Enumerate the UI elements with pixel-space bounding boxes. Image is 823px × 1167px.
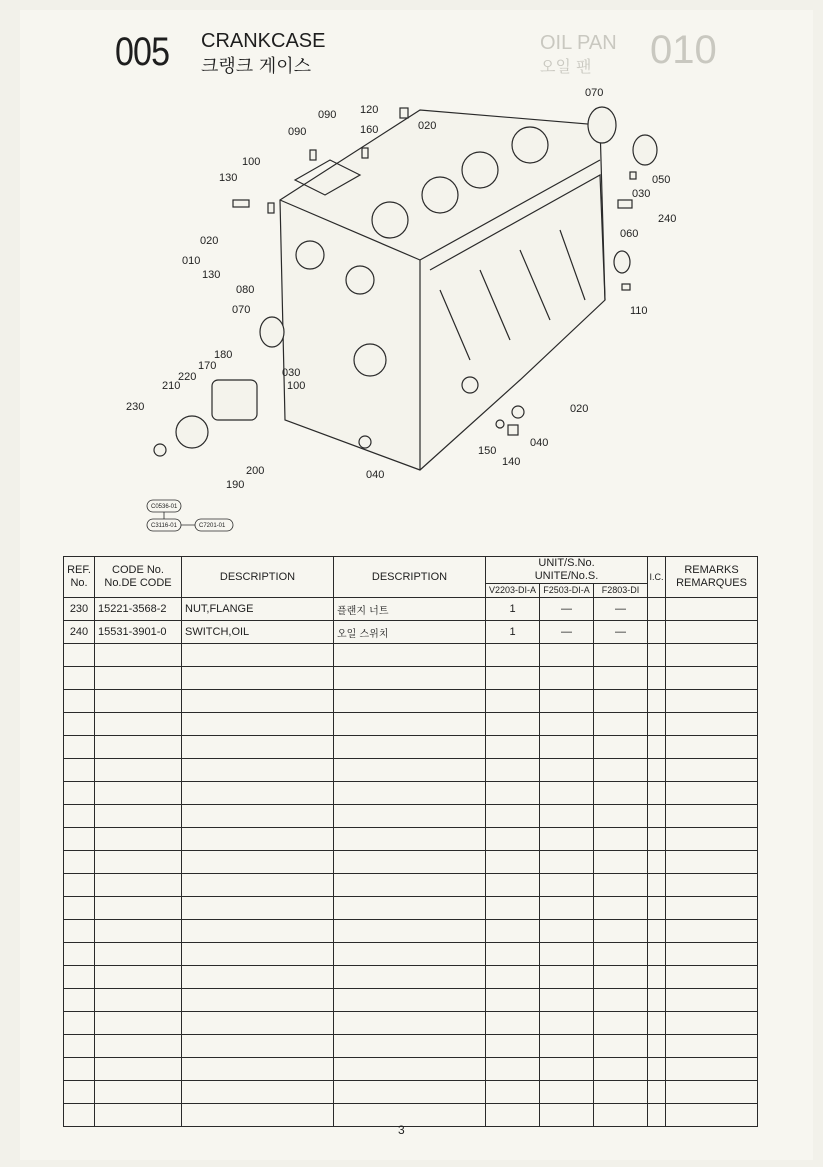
empty-cell (594, 943, 648, 966)
svg-text:060: 060 (620, 228, 639, 240)
svg-text:070: 070 (585, 87, 604, 99)
empty-cell (648, 805, 666, 828)
empty-cell (486, 736, 540, 759)
empty-cell (540, 782, 594, 805)
crankcase-body (280, 110, 605, 470)
col-header-desc-en (182, 557, 334, 598)
empty-cell (182, 805, 334, 828)
empty-cell (95, 874, 182, 897)
empty-cell (64, 805, 95, 828)
empty-cell (666, 897, 758, 920)
empty-table-row (64, 1012, 758, 1035)
empty-cell (182, 1058, 334, 1081)
empty-cell (666, 690, 758, 713)
empty-cell (648, 851, 666, 874)
empty-cell (648, 920, 666, 943)
section-number: 005 (115, 30, 170, 74)
svg-text:100: 100 (287, 380, 306, 392)
empty-cell (648, 1081, 666, 1104)
empty-cell (182, 713, 334, 736)
empty-cell (594, 1104, 648, 1127)
empty-cell (486, 943, 540, 966)
cell-desc-en: SWITCH,OIL (182, 621, 334, 644)
col-header-ic (648, 557, 666, 598)
empty-table-row (64, 1058, 758, 1081)
empty-cell (648, 759, 666, 782)
empty-table-row (64, 644, 758, 667)
bleed-title-en: OIL PAN (540, 32, 617, 54)
empty-cell (95, 943, 182, 966)
svg-text:C3116-01: C3116-01 (151, 523, 177, 529)
cell-qty-3: — (594, 598, 648, 621)
empty-cell (95, 1081, 182, 1104)
empty-cell (666, 736, 758, 759)
section-title-en: CRANKCASE (201, 30, 326, 52)
empty-cell (666, 943, 758, 966)
svg-text:240: 240 (658, 213, 677, 225)
empty-cell (64, 897, 95, 920)
empty-table-row (64, 874, 758, 897)
empty-cell (648, 782, 666, 805)
empty-cell (594, 782, 648, 805)
empty-cell (334, 828, 486, 851)
empty-cell (648, 644, 666, 667)
empty-cell (64, 874, 95, 897)
empty-cell (666, 920, 758, 943)
empty-cell (594, 828, 648, 851)
empty-cell (666, 1081, 758, 1104)
empty-cell (594, 966, 648, 989)
exploded-parts-diagram (0, 0, 823, 550)
empty-cell (486, 851, 540, 874)
empty-cell (486, 1035, 540, 1058)
empty-cell (486, 782, 540, 805)
empty-cell (666, 966, 758, 989)
empty-cell (182, 736, 334, 759)
empty-cell (486, 759, 540, 782)
empty-table-row (64, 966, 758, 989)
svg-text:010: 010 (182, 255, 201, 267)
empty-cell (594, 1012, 648, 1035)
empty-cell (64, 828, 95, 851)
empty-cell (486, 874, 540, 897)
empty-cell (666, 874, 758, 897)
empty-table-row (64, 713, 758, 736)
empty-cell (648, 1012, 666, 1035)
empty-cell (182, 759, 334, 782)
empty-cell (666, 782, 758, 805)
bleed-section-number: 010 (650, 28, 717, 72)
svg-text:040: 040 (366, 469, 385, 481)
empty-cell (95, 1058, 182, 1081)
empty-cell (95, 966, 182, 989)
svg-text:110: 110 (630, 305, 648, 317)
empty-cell (648, 1035, 666, 1058)
empty-cell (540, 943, 594, 966)
empty-cell (666, 713, 758, 736)
empty-cell (64, 1012, 95, 1035)
cell-desc-en: NUT,FLANGE (182, 598, 334, 621)
svg-text:050: 050 (652, 174, 671, 186)
empty-cell (594, 690, 648, 713)
cell-code: 15221-3568-2 (95, 598, 182, 621)
empty-cell (594, 736, 648, 759)
empty-cell (182, 1081, 334, 1104)
svg-text:C0536-01: C0536-01 (151, 504, 178, 510)
col-header-code (95, 557, 182, 598)
cell-remarks (666, 598, 758, 621)
cell-desc-ko: 오일 스위치 (334, 621, 486, 644)
empty-cell (486, 966, 540, 989)
svg-text:230: 230 (126, 401, 145, 413)
empty-cell (334, 874, 486, 897)
empty-cell (540, 1012, 594, 1035)
empty-cell (182, 1104, 334, 1127)
empty-cell (486, 1012, 540, 1035)
empty-cell (594, 805, 648, 828)
table-row (64, 598, 758, 621)
empty-cell (95, 667, 182, 690)
empty-cell (666, 1035, 758, 1058)
empty-cell (540, 759, 594, 782)
empty-cell (648, 736, 666, 759)
section-title-ko: 크랭크 게이스 (201, 56, 312, 77)
empty-cell (64, 736, 95, 759)
empty-table-row (64, 943, 758, 966)
cell-qty-2: — (540, 598, 594, 621)
cell-ref: 230 (64, 598, 95, 621)
col-header-desc-ko (334, 557, 486, 598)
empty-cell (334, 782, 486, 805)
empty-cell (540, 897, 594, 920)
svg-text:090: 090 (288, 126, 307, 138)
empty-cell (594, 989, 648, 1012)
empty-cell (540, 851, 594, 874)
empty-cell (64, 851, 95, 874)
empty-cell (64, 782, 95, 805)
empty-cell (334, 989, 486, 1012)
empty-cell (486, 690, 540, 713)
svg-text:200: 200 (246, 465, 265, 477)
empty-cell (540, 644, 594, 667)
empty-cell (64, 943, 95, 966)
cell-ref: 240 (64, 621, 95, 644)
empty-cell (64, 966, 95, 989)
table-row (64, 621, 758, 644)
empty-cell (334, 966, 486, 989)
empty-cell (95, 782, 182, 805)
empty-cell (666, 989, 758, 1012)
empty-table-row (64, 828, 758, 851)
svg-text:170: 170 (198, 360, 217, 372)
empty-cell (540, 874, 594, 897)
empty-cell (540, 1058, 594, 1081)
empty-table-row (64, 851, 758, 874)
empty-cell (334, 713, 486, 736)
empty-cell (594, 644, 648, 667)
empty-cell (95, 644, 182, 667)
empty-cell (95, 1035, 182, 1058)
svg-text:040: 040 (530, 437, 549, 449)
empty-cell (182, 690, 334, 713)
empty-cell (95, 897, 182, 920)
empty-cell (486, 667, 540, 690)
empty-cell (95, 805, 182, 828)
col-header-unit-1: V2203-DI-A (486, 584, 540, 598)
empty-cell (95, 713, 182, 736)
empty-cell (648, 1104, 666, 1127)
empty-cell (648, 897, 666, 920)
empty-table-row (64, 920, 758, 943)
empty-cell (486, 897, 540, 920)
page-number: 3 (398, 1123, 405, 1137)
header-ref: REF. No. (67, 564, 91, 589)
cell-qty-1: 1 (486, 598, 540, 621)
empty-table-row (64, 667, 758, 690)
empty-table-row (64, 1035, 758, 1058)
empty-cell (594, 920, 648, 943)
parts-table (63, 556, 758, 1127)
empty-cell (648, 667, 666, 690)
empty-cell (95, 736, 182, 759)
empty-cell (182, 667, 334, 690)
empty-table-row (64, 690, 758, 713)
empty-cell (64, 644, 95, 667)
empty-cell (334, 1035, 486, 1058)
empty-cell (648, 828, 666, 851)
empty-cell (334, 759, 486, 782)
empty-cell (648, 713, 666, 736)
empty-cell (666, 1058, 758, 1081)
svg-text:090: 090 (318, 109, 337, 121)
empty-cell (486, 920, 540, 943)
empty-table-row (64, 989, 758, 1012)
empty-cell (182, 874, 334, 897)
empty-table-row (64, 897, 758, 920)
empty-cell (334, 644, 486, 667)
cell-ic (648, 598, 666, 621)
cell-qty-3: — (594, 621, 648, 644)
parts-table-body (64, 598, 758, 1127)
empty-table-row (64, 1081, 758, 1104)
empty-cell (182, 920, 334, 943)
empty-cell (666, 644, 758, 667)
svg-text:020: 020 (418, 120, 437, 132)
empty-cell (182, 644, 334, 667)
empty-table-row (64, 759, 758, 782)
empty-cell (64, 1035, 95, 1058)
empty-cell (666, 667, 758, 690)
empty-cell (95, 920, 182, 943)
svg-text:020: 020 (570, 403, 589, 415)
header-desc-en: DESCRIPTION (219, 570, 296, 583)
header-unit: UNIT/S.No. UNITE/No.S. (534, 557, 599, 582)
empty-cell (334, 1058, 486, 1081)
bleed-title-ko: 오일 팬 (540, 57, 592, 76)
empty-cell (64, 989, 95, 1012)
svg-text:130: 130 (202, 269, 221, 281)
empty-cell (486, 644, 540, 667)
empty-cell (95, 690, 182, 713)
empty-cell (666, 851, 758, 874)
cell-ic (648, 621, 666, 644)
empty-cell (648, 690, 666, 713)
empty-cell (334, 805, 486, 828)
empty-cell (648, 874, 666, 897)
empty-cell (64, 1081, 95, 1104)
empty-cell (540, 920, 594, 943)
empty-cell (64, 690, 95, 713)
col-header-remarks (666, 557, 758, 598)
header-ic: I.C. (649, 571, 664, 582)
empty-cell (64, 713, 95, 736)
empty-cell (540, 713, 594, 736)
empty-cell (540, 805, 594, 828)
header-desc-ko: DESCRIPTION (371, 570, 448, 583)
empty-cell (648, 1058, 666, 1081)
empty-cell (182, 897, 334, 920)
empty-cell (540, 667, 594, 690)
empty-cell (95, 989, 182, 1012)
svg-text:180: 180 (214, 349, 233, 361)
empty-cell (334, 851, 486, 874)
col-header-unit-3: F2803-DI (594, 584, 648, 598)
header-code: CODE No. No.DE CODE (104, 564, 172, 589)
empty-cell (182, 828, 334, 851)
empty-cell (95, 759, 182, 782)
empty-cell (486, 713, 540, 736)
svg-text:070: 070 (232, 304, 251, 316)
empty-cell (540, 828, 594, 851)
empty-cell (64, 920, 95, 943)
empty-cell (64, 1104, 95, 1127)
empty-cell (64, 759, 95, 782)
empty-cell (648, 943, 666, 966)
empty-cell (648, 966, 666, 989)
empty-cell (540, 736, 594, 759)
empty-cell (540, 690, 594, 713)
cell-desc-ko: 플랜지 너트 (334, 598, 486, 621)
empty-cell (486, 828, 540, 851)
empty-cell (594, 1081, 648, 1104)
col-header-ref (64, 557, 95, 598)
svg-text:120: 120 (360, 104, 379, 116)
empty-cell (95, 851, 182, 874)
cell-code: 15531-3901-0 (95, 621, 182, 644)
empty-cell (95, 828, 182, 851)
empty-cell (334, 897, 486, 920)
svg-text:190: 190 (226, 479, 245, 491)
empty-cell (594, 1035, 648, 1058)
empty-cell (594, 897, 648, 920)
empty-table-row (64, 782, 758, 805)
cell-remarks (666, 621, 758, 644)
svg-text:030: 030 (632, 188, 651, 200)
empty-cell (182, 851, 334, 874)
svg-text:220: 220 (178, 371, 197, 383)
empty-cell (594, 851, 648, 874)
empty-table-row (64, 805, 758, 828)
empty-cell (648, 989, 666, 1012)
empty-cell (486, 1104, 540, 1127)
svg-text:160: 160 (360, 124, 379, 136)
empty-cell (334, 1104, 486, 1127)
svg-text:080: 080 (236, 284, 255, 296)
empty-table-row (64, 1104, 758, 1127)
empty-cell (594, 759, 648, 782)
svg-text:130: 130 (219, 172, 238, 184)
empty-cell (594, 667, 648, 690)
empty-cell (182, 943, 334, 966)
empty-cell (540, 989, 594, 1012)
col-header-unit-2: F2503-DI-A (540, 584, 594, 598)
empty-cell (666, 805, 758, 828)
empty-cell (182, 782, 334, 805)
empty-cell (594, 713, 648, 736)
empty-cell (486, 1081, 540, 1104)
empty-cell (666, 1104, 758, 1127)
svg-text:210: 210 (162, 380, 181, 392)
empty-cell (666, 1012, 758, 1035)
empty-cell (540, 1081, 594, 1104)
empty-table-row (64, 736, 758, 759)
empty-cell (95, 1104, 182, 1127)
empty-cell (334, 1012, 486, 1035)
empty-cell (666, 828, 758, 851)
empty-cell (182, 989, 334, 1012)
empty-cell (334, 1081, 486, 1104)
empty-cell (64, 1058, 95, 1081)
empty-cell (64, 667, 95, 690)
empty-cell (540, 966, 594, 989)
svg-text:C7201-01: C7201-01 (199, 523, 226, 529)
empty-cell (95, 1012, 182, 1035)
svg-text:030: 030 (282, 367, 301, 379)
empty-cell (182, 966, 334, 989)
empty-cell (594, 874, 648, 897)
empty-cell (182, 1035, 334, 1058)
empty-cell (334, 736, 486, 759)
header-remarks: REMARKS REMARQUES (676, 564, 747, 589)
empty-cell (486, 1058, 540, 1081)
empty-cell (666, 759, 758, 782)
svg-text:140: 140 (502, 456, 521, 468)
cell-qty-2: — (540, 621, 594, 644)
cell-qty-1: 1 (486, 621, 540, 644)
col-header-unit (486, 557, 648, 584)
empty-cell (540, 1104, 594, 1127)
empty-cell (334, 667, 486, 690)
empty-cell (334, 920, 486, 943)
empty-cell (540, 1035, 594, 1058)
empty-cell (334, 943, 486, 966)
svg-text:020: 020 (200, 235, 219, 247)
empty-cell (182, 1012, 334, 1035)
empty-cell (486, 805, 540, 828)
empty-cell (594, 1058, 648, 1081)
empty-cell (486, 989, 540, 1012)
empty-cell (334, 690, 486, 713)
svg-text:100: 100 (242, 156, 261, 168)
svg-text:150: 150 (478, 445, 497, 457)
